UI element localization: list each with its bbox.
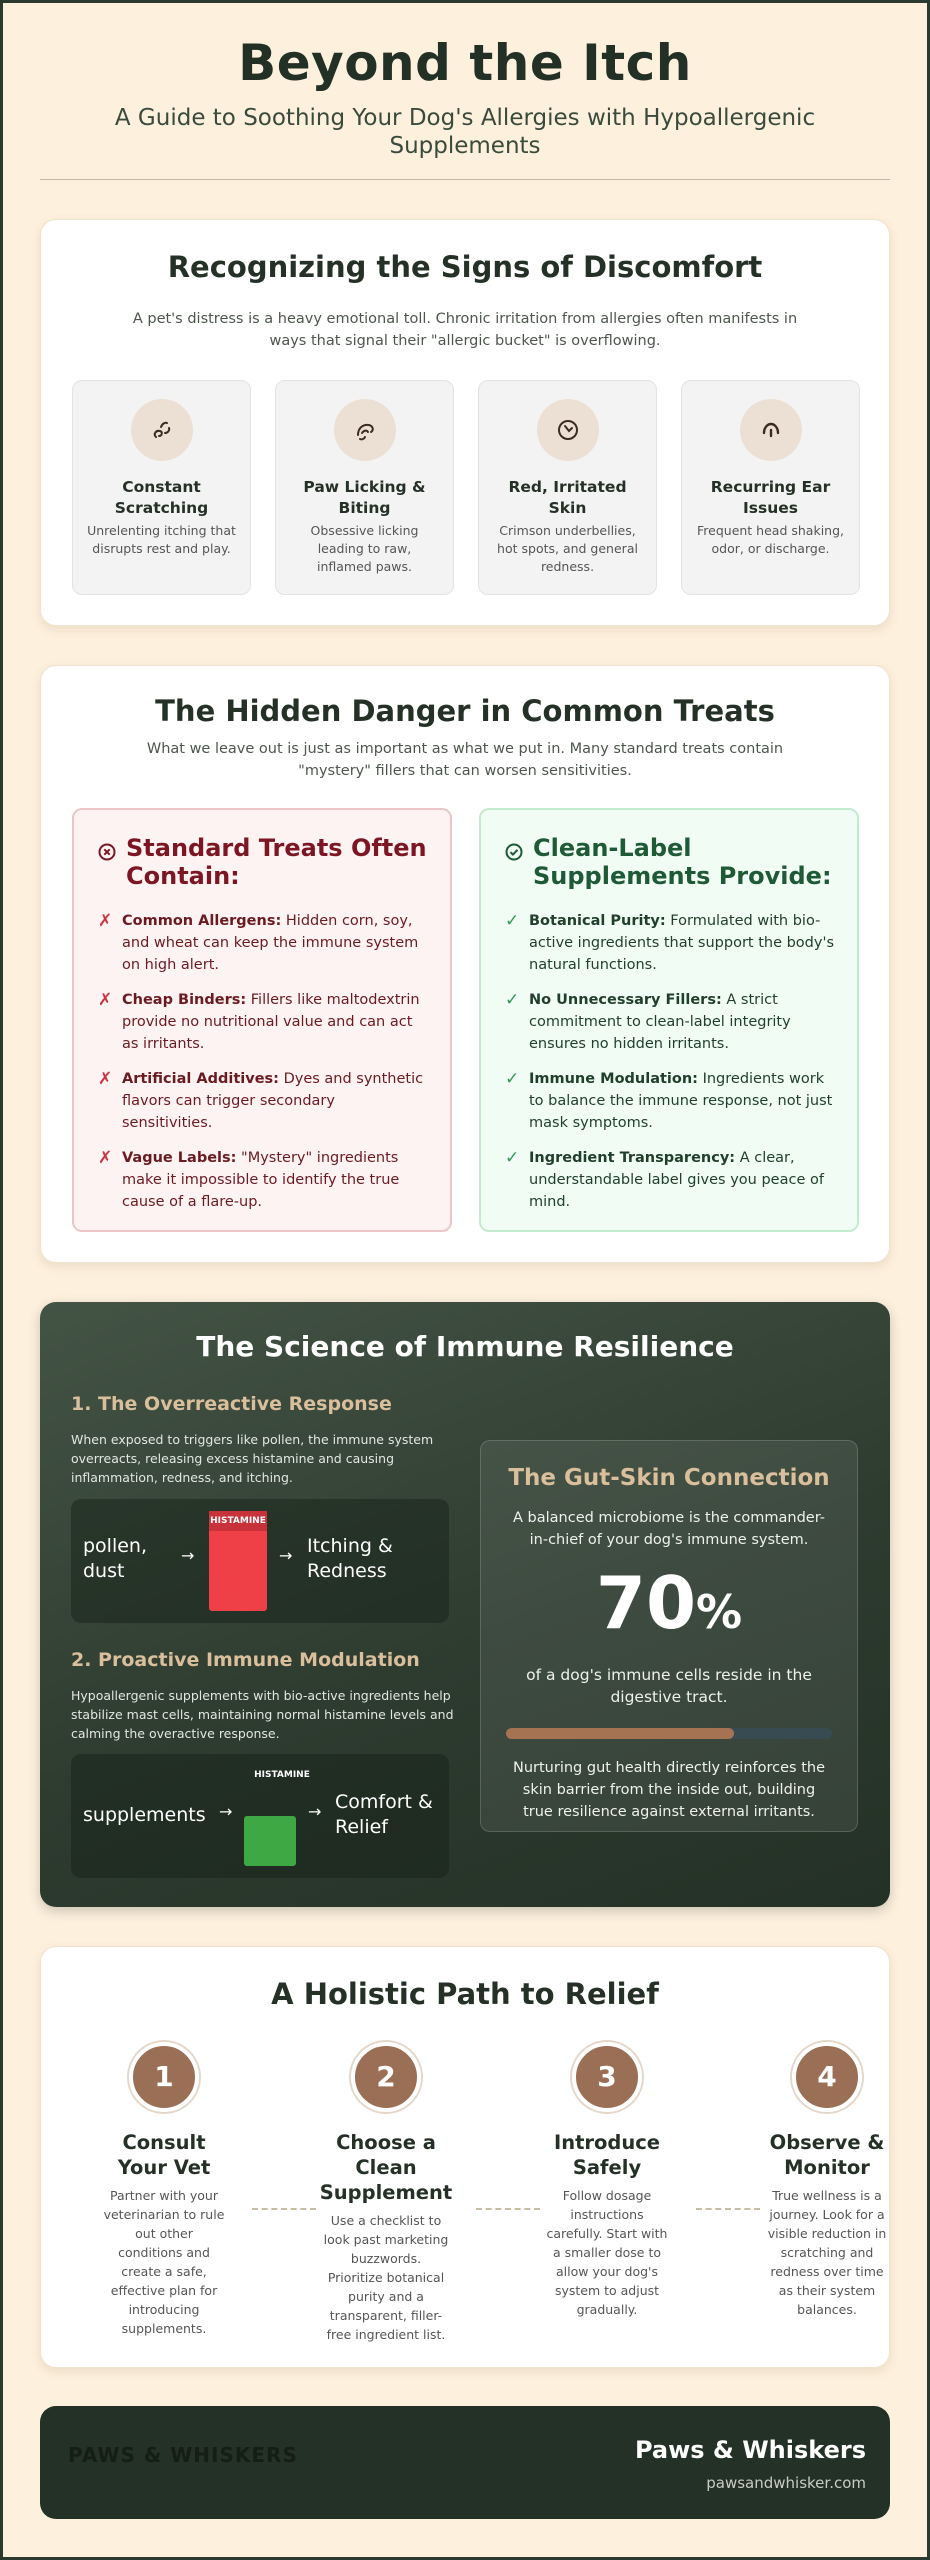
step-2 [311,2042,461,2344]
check-mark-icon: ✓ [505,990,520,1010]
immune-cells-progress-bar [506,1728,832,1739]
page-subtitle: A Guide to Soothing Your Dog's Allergies with Hypoallergenic Supplements [114,105,816,159]
gut-skin-title: The Gut-Skin Connection [508,1465,830,1491]
sign-card-ear-issues [681,380,860,595]
arrow-right-icon: → [181,1546,195,1565]
step-connector [252,2208,316,2210]
check-mark-icon: ✓ [505,1148,520,1168]
signs-section [40,219,890,626]
paw-licking-icon [334,399,396,461]
clean-label-title: Clean-Label Supplements Provide: [533,834,832,890]
sign-desc: Unrelenting itching that disrupts rest and play. [87,523,236,556]
site-footer [40,2406,890,2519]
website-link[interactable]: pawsandwhisker.com [706,2474,866,2492]
overreactive-desc: When exposed to triggers like pollen, the immune system overreacts, releasing excess histamine and causing inflammation, redness, and itching. [71,1432,434,1485]
sign-desc: Obsessive licking leading to raw, inflamed paws. [310,523,419,574]
arrow-right-icon: → [219,1802,233,1821]
reaction-label: Itching & Redness [307,1535,393,1582]
step-desc: Follow dosage instructions carefully. Start with a smaller dose to allow your dog's system to adjust gradually. [546,2188,668,2317]
sign-desc: Frequent head shaking, odor, or discharge. [697,523,844,556]
x-mark-icon: ✗ [98,911,113,931]
check-circle-icon [505,843,523,861]
step-desc: Use a checklist to look past marketing buzzwords. Prioritize botanical purity and a transparent, filler-free ingredient list. [323,2213,449,2342]
step-number-badge: 4 [792,2042,862,2112]
progress-fill [506,1728,734,1739]
clean-label-panel [479,808,859,1232]
danger-section [40,665,890,1263]
scratching-paw-icon [131,399,193,461]
step-connector [476,2208,540,2210]
step-desc: Partner with your veterinarian to rule out other conditions and create a safe, effective plan for introducing supplements. [103,2188,225,2336]
histamine-label: HISTAMINE [210,1516,266,1526]
gut-skin-desc: A balanced microbiome is the commander-in-chief of your dog's immune system. [513,1510,825,1548]
relief-label: Comfort & Relief [335,1791,433,1838]
brand-name: Paws & Whiskers [634,2436,866,2464]
sign-card-paw-licking [275,380,454,595]
sign-title: Constant Scratching [114,478,209,517]
step-title: Consult Your Vet [117,2131,211,2179]
histamine-level-fill [244,1816,296,1866]
signs-title: Recognizing the Signs of Discomfort [167,250,763,284]
overreactive-flow [71,1499,449,1623]
sign-title: Recurring Ear Issues [710,478,831,517]
gut-skin-footer: Nurturing gut health directly reinforces the skin barrier from the inside out, building true resilience against external irritants. [513,1760,825,1820]
list-item: ✗ Cheap Binders: Fillers like maltodextrin provide no nutritional value and can act as irritants. [98,989,428,1055]
x-circle-icon [98,843,116,861]
gut-skin-panel [480,1440,858,1832]
list-item: ✓ Botanical Purity: Formulated with bio-active ingredients that support the body's natural functions. [505,910,835,976]
step-title: Choose a Clean Supplement [319,2131,453,2204]
brand-logo: PAWS & WHISKERS [68,2443,298,2467]
ear-icon [740,399,802,461]
signs-grid [72,380,860,595]
header-divider [40,179,890,180]
science-title: The Science of Immune Resilience [196,1330,734,1363]
step-3 [532,2042,682,2319]
check-mark-icon: ✓ [505,911,520,931]
list-item: ✗ Vague Labels: "Mystery" ingredients make it impossible to identify the true cause of a flare-up. [98,1147,428,1213]
danger-title: The Hidden Danger in Common Treats [155,694,775,728]
overreactive-title: 1. The Overreactive Response [71,1393,392,1415]
step-4 [752,2042,902,2319]
modulation-flow [71,1754,449,1878]
list-item: ✗ Common Allergens: Hidden corn, soy, and wheat can keep the immune system on high alert. [98,910,428,976]
sign-card-irritated-skin [478,380,657,595]
step-number-badge: 3 [572,2042,642,2112]
step-1 [89,2042,239,2338]
step-title: Introduce Safely [553,2131,661,2179]
sign-title: Paw Licking & Biting [303,478,426,517]
arrow-right-icon: → [308,1802,322,1821]
modulation-title: 2. Proactive Immune Modulation [71,1649,420,1671]
step-desc: True wellness is a journey. Look for a visible reduction in scratching and redness over time as their system balances. [767,2188,887,2317]
arrow-right-icon: → [279,1546,293,1565]
trigger-label: pollen, dust [83,1535,148,1582]
check-mark-icon: ✓ [505,1069,520,1089]
science-section [40,1302,890,1907]
x-mark-icon: ✗ [98,1069,113,1089]
modulation-desc: Hypoallergenic supplements with bio-active ingredients help stabilize mast cells, maintaining normal histamine levels and calming the overactive response. [71,1688,454,1741]
sign-title: Red, Irritated Skin [508,478,627,517]
step-number-badge: 1 [129,2042,199,2112]
sign-desc: Crimson underbellies, hot spots, and general redness. [497,523,638,574]
standard-treats-panel [72,808,452,1232]
immune-cells-stat: 70% [595,1561,743,1645]
page-header [40,34,890,160]
danger-intro: What we leave out is just as important as what we put in. Many standard treats contain "mystery" fillers that can worsen sensitivities. [146,741,784,779]
supplements-label: supplements [83,1804,206,1826]
page-title: Beyond the Itch [238,34,692,92]
list-item: ✓ No Unnecessary Fillers: A strict commitment to clean-label integrity ensures no hidden irritants. [505,989,835,1055]
list-item: ✓ Ingredient Transparency: A clear, understandable label gives you peace of mind. [505,1147,835,1213]
x-mark-icon: ✗ [98,1148,113,1168]
holistic-path-section [40,1946,890,2368]
list-item: ✓ Immune Modulation: Ingredients work to balance the immune response, not just mask symptoms. [505,1068,835,1134]
step-connector [696,2208,760,2210]
histamine-normal-cell [244,1766,296,1866]
histamine-label: HISTAMINE [254,1770,310,1780]
path-title: A Holistic Path to Relief [271,1977,659,2011]
standard-treats-title: Standard Treats Often Contain: [126,834,427,890]
irritated-skin-icon [537,399,599,461]
histamine-high-cell [209,1511,267,1611]
list-item: ✗ Artificial Additives: Dyes and synthetic flavors can trigger secondary sensitivities. [98,1068,428,1134]
step-title: Observe & Monitor [769,2131,885,2179]
x-mark-icon: ✗ [98,990,113,1010]
step-number-badge: 2 [351,2042,421,2112]
sign-card-scratching [72,380,251,595]
immune-cells-stat-desc: of a dog's immune cells reside in the digestive tract. [526,1666,812,1706]
signs-intro: A pet's distress is a heavy emotional toll. Chronic irritation from allergies often manifests in ways that signal their "allergic bucket" is overflowing. [132,311,798,349]
